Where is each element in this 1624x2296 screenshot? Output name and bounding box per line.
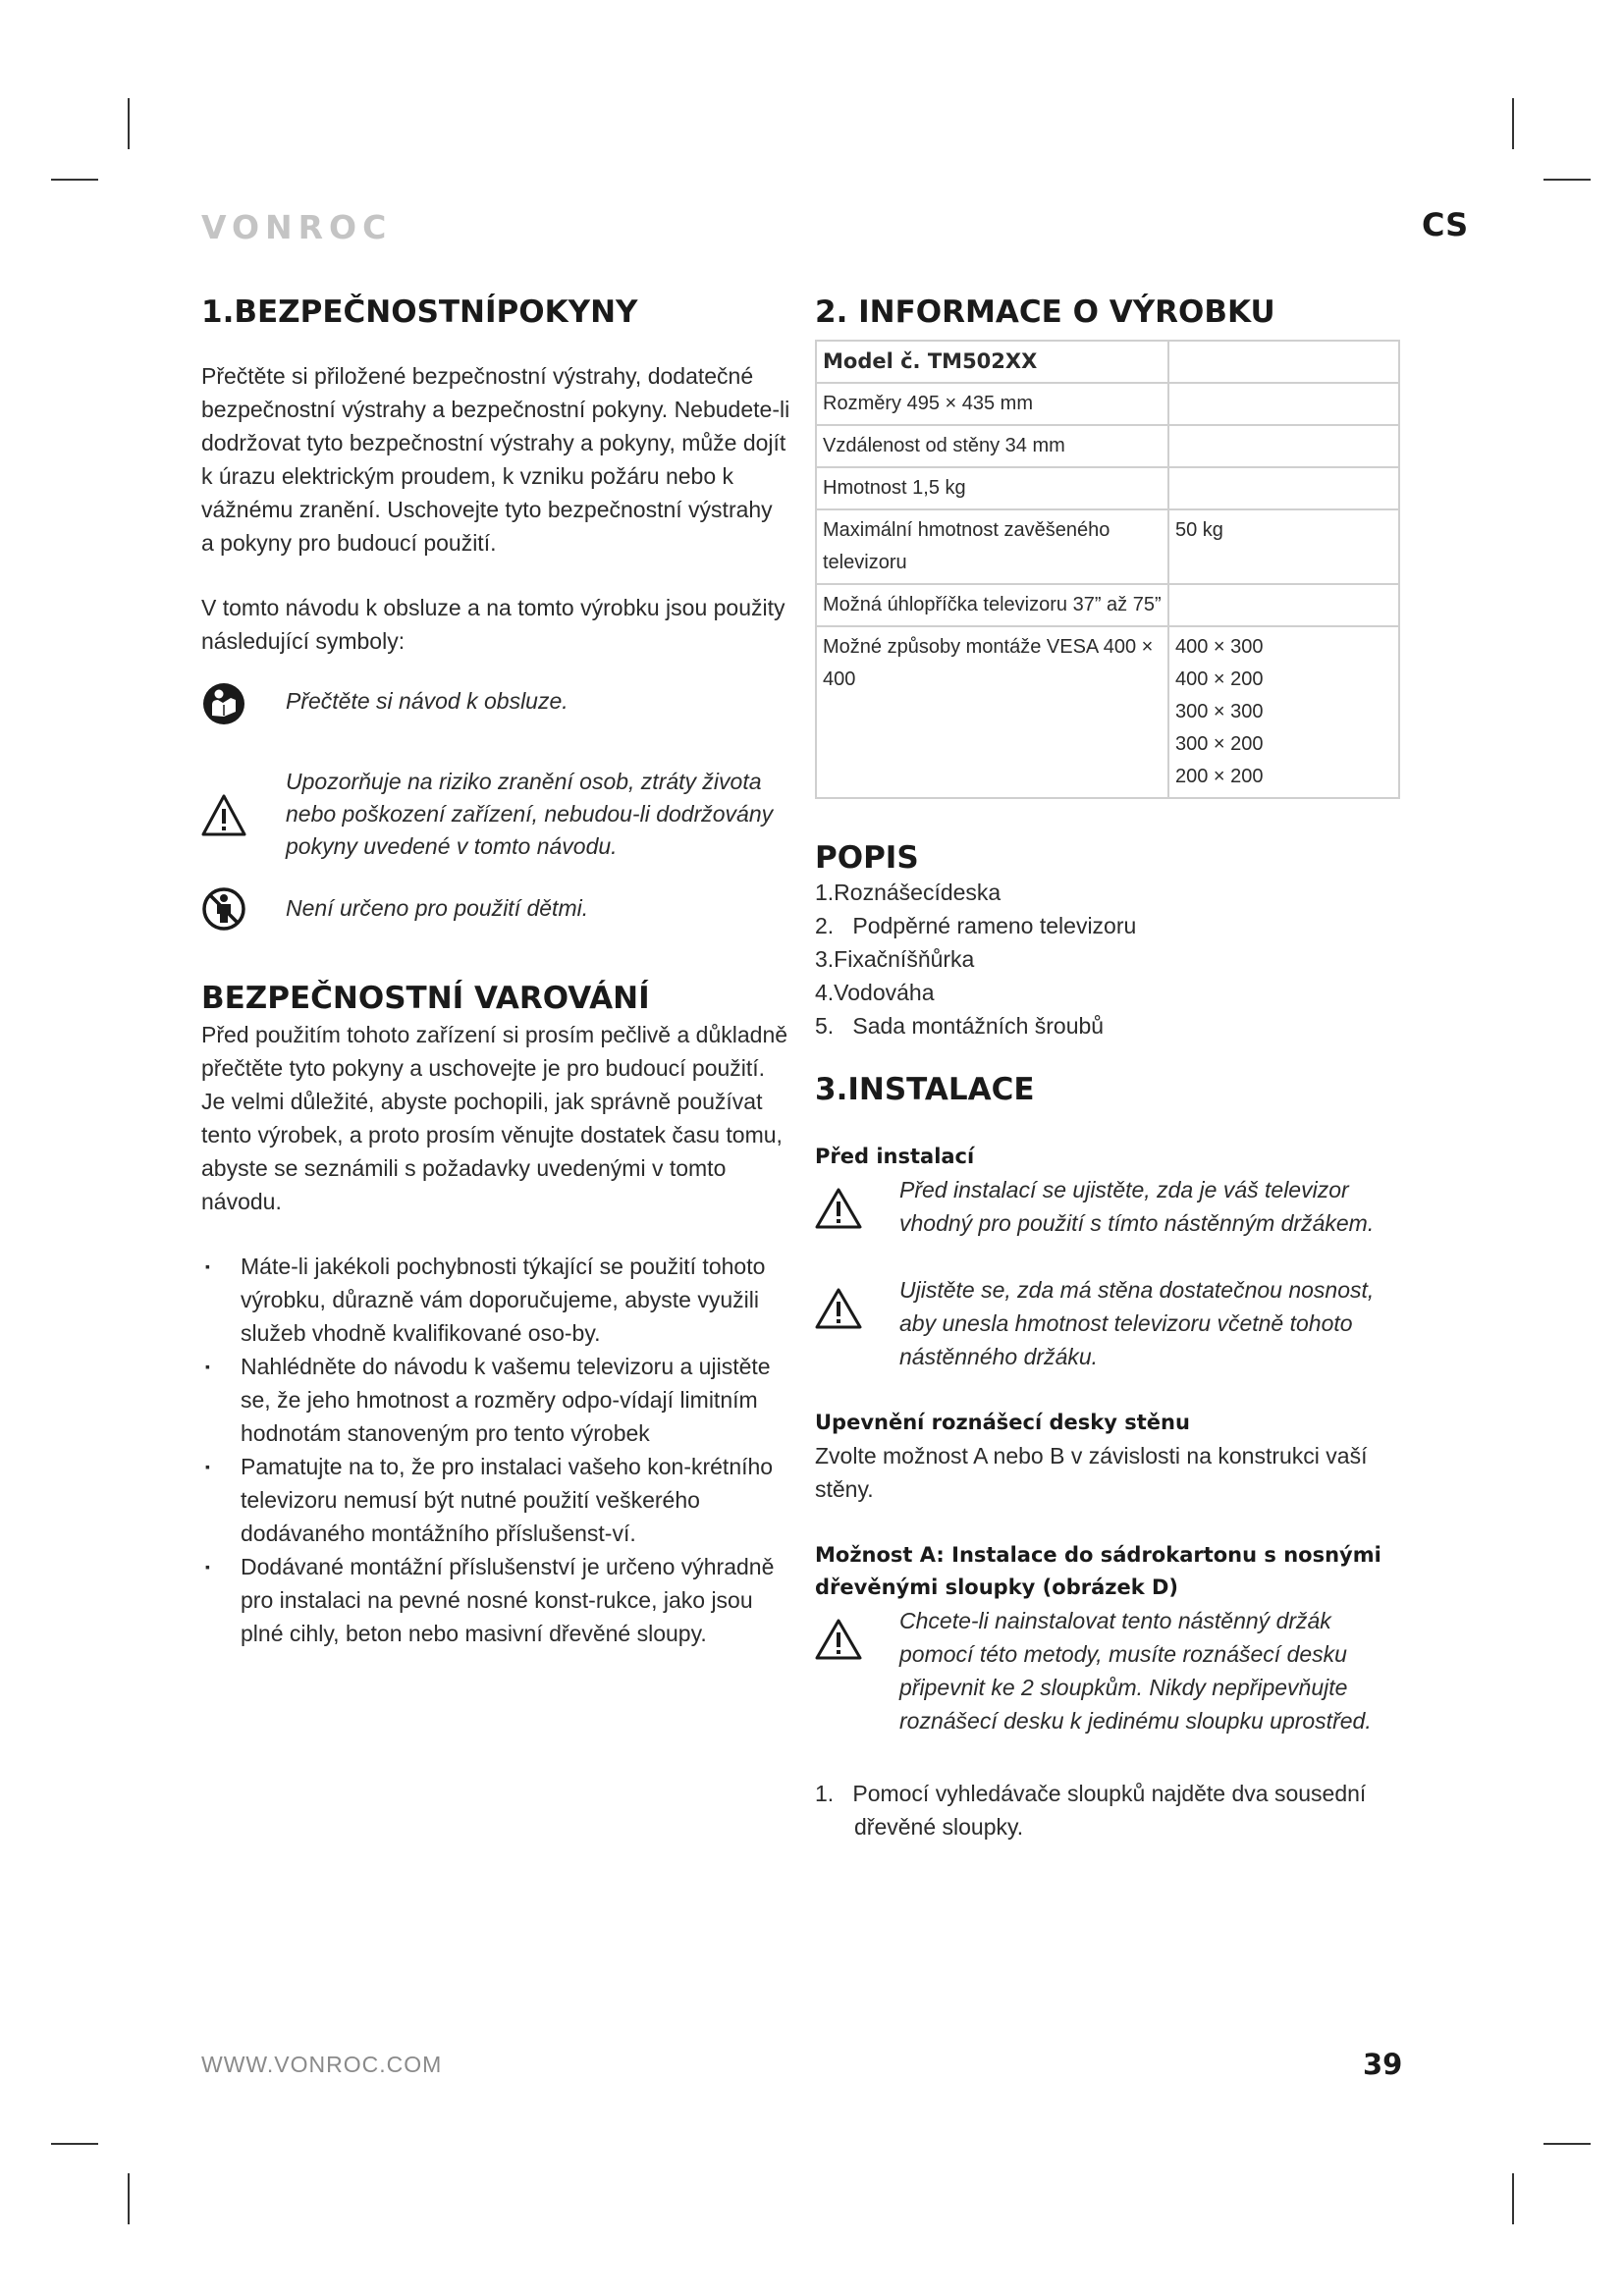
table-cell: 400 × 300 400 × 200 300 × 300 300 × 200 200 × 200 xyxy=(1168,626,1399,798)
fix-plate-text: Zvolte možnost A nebo B v závislosti na konstrukci vaší stěny. xyxy=(815,1443,1368,1502)
crop-mark xyxy=(128,2173,130,2224)
table-cell: Model č. TM502XX xyxy=(816,341,1168,383)
warnings-list xyxy=(201,1250,790,1650)
list-item: 2. Podpěrné rameno televizoru xyxy=(815,913,1137,938)
symbols-intro: V tomto návodu k obsluze a na tomto výrobku jsou použity následující symboly: xyxy=(201,595,785,654)
list-item: ▪ Pamatujte na to, že pro instalaci vašeho kon-krétního televizoru nemusí být nutné použití veškerého dodávaného montážního příslušenst-ví. xyxy=(201,1450,790,1550)
warning-block xyxy=(815,1173,1404,1240)
table-row xyxy=(816,383,1399,425)
list-item: ▪ Dodávané montážní příslušenství je určeno výhradně pro instalaci na pevné nosné konst-rukce, jako jsou plné cihly, beton nebo masivní dřevěné sloupy. xyxy=(201,1550,790,1650)
section-3-title: 3.INSTALACE xyxy=(815,1072,1035,1107)
list-item: 1.Roznášecídeska xyxy=(815,880,1001,905)
crop-mark xyxy=(1543,179,1591,181)
section-2-title: 2. INFORMACE O VÝROBKU xyxy=(815,294,1275,330)
warning-text: Před instalací se ujistěte, zda je váš televizor vhodný pro použití s tímto nástěnným držákem. xyxy=(899,1177,1375,1236)
warning-text: Chcete-li nainstalovat tento nástěnný držák pomocí této metody, musíte roznášecí desku připevnit ke 2 sloupkům. Nikdy nepřipevňujte roznášecí desku k jedinému sloupku uprostřed. xyxy=(899,1608,1372,1734)
list-item: 3.Fixačníšňůrka xyxy=(815,946,975,972)
table-cell: Vzdálenost od stěny 34 mm xyxy=(816,425,1168,467)
table-cell xyxy=(1168,467,1399,509)
table-row xyxy=(816,467,1399,509)
spec-table xyxy=(815,340,1400,799)
table-cell xyxy=(1168,584,1399,626)
symbol-text: Není určeno pro použití dětmi. xyxy=(286,895,589,921)
table-cell xyxy=(1168,383,1399,425)
table-row xyxy=(816,626,1399,798)
list-item: 1. Pomocí vyhledávače sloupků najděte dva sousední dřevěné sloupky. xyxy=(815,1781,1373,1840)
table-cell xyxy=(1168,425,1399,467)
table-row xyxy=(816,425,1399,467)
symbol-text: Upozorňuje na riziko zranění osob, ztráty života nebo poškození zařízení, nebudou-li dodržovány pokyny uvedené v tomto návodu. xyxy=(286,769,774,859)
fix-plate-title: Upevnění roznášecí desky stěnu xyxy=(815,1411,1190,1434)
table-cell: Rozměry 495 × 435 mm xyxy=(816,383,1168,425)
right-column xyxy=(815,285,1404,1843)
warning-triangle-icon xyxy=(815,1187,862,1230)
option-a-title: Možnost A: Instalace do sádrokartonu s nosnými dřevěnými sloupky (obrázek D) xyxy=(815,1543,1381,1599)
no-children-icon xyxy=(201,886,246,932)
before-install-title: Před instalací xyxy=(815,1145,975,1168)
language-code: CS xyxy=(1422,206,1469,243)
table-cell: 50 kg xyxy=(1168,509,1399,584)
popis-title: POPIS xyxy=(815,840,919,876)
crop-mark xyxy=(1512,2173,1514,2224)
table-cell: Možné způsoby montáže VESA 400 × 400 xyxy=(816,626,1168,798)
list-item: 5. Sada montážních šroubů xyxy=(815,1013,1105,1039)
crop-mark xyxy=(1512,98,1514,149)
warning-triangle-icon xyxy=(815,1618,862,1661)
table-cell: Maximální hmotnost zavěšeného televizoru xyxy=(816,509,1168,584)
table-cell: Možná úhlopříčka televizoru 37” až 75” xyxy=(816,584,1168,626)
table-row xyxy=(816,584,1399,626)
warning-triangle-icon xyxy=(815,1287,862,1330)
warning-triangle-icon xyxy=(201,793,246,838)
read-manual-icon xyxy=(201,681,246,726)
symbol-row xyxy=(201,681,790,726)
left-column xyxy=(201,285,790,1650)
table-cell xyxy=(1168,341,1399,383)
warning-block xyxy=(815,1273,1404,1373)
table-cell: Hmotnost 1,5 kg xyxy=(816,467,1168,509)
list-item: 4.Vodováha xyxy=(815,980,935,1005)
crop-mark xyxy=(1543,2143,1591,2145)
footer-url: WWW.VONROC.COM xyxy=(201,2052,443,2077)
list-item: ▪ Máte-li jakékoli pochybnosti týkající se použití tohoto výrobku, důrazně vám doporučujeme, abyste využili služeb vhodně kvalifikované oso-by. xyxy=(201,1250,790,1350)
crop-mark xyxy=(128,98,130,149)
warning-block xyxy=(815,1604,1404,1737)
table-row xyxy=(816,341,1399,383)
symbol-row xyxy=(201,886,790,932)
warnings-intro: Před použitím tohoto zařízení si prosím pečlivě a důkladně přečtěte tyto pokyny a uschovejte je pro budoucí použití. Je velmi důležité, abyste pochopili, jak správně používat tento výrobek, a proto prosím věnujte dostatek času tomu, abyste se seznámili s požadavky uvedenými v tomto návodu. xyxy=(201,1022,788,1214)
page-number: 39 xyxy=(1363,2048,1403,2081)
symbol-text: Přečtěte si návod k obsluze. xyxy=(286,688,568,714)
crop-mark xyxy=(51,179,98,181)
table-row xyxy=(816,509,1399,584)
section-1-title: 1.BEZPEČNOSTNÍPOKYNY xyxy=(201,294,638,330)
safety-warnings-title: BEZPEČNOSTNÍ VAROVÁNÍ xyxy=(201,981,650,1016)
brand-logo: VONROC xyxy=(201,208,393,246)
symbol-row xyxy=(201,766,790,863)
list-item: ▪ Nahlédněte do návodu k vašemu televizoru a ujistěte se, že jeho hmotnost a rozměry odpo-vídají limitním hodnotám stanoveným pro tento výrobek xyxy=(201,1350,790,1450)
crop-mark xyxy=(51,2143,98,2145)
parts-list xyxy=(815,876,1404,1042)
warning-text: Ujistěte se, zda má stěna dostatečnou nosnost, aby unesla hmotnost televizoru včetně tohoto nástěnného držáku. xyxy=(899,1277,1375,1369)
safety-intro: Přečtěte si přiložené bezpečnostní výstrahy, dodatečné bezpečnostní výstrahy a bezpečnostní pokyny. Nebudete-li dodržovat tyto bezpečnostní výstrahy a pokyny, může dojít k úrazu elektrickým proudem, k vzniku požáru nebo k vážnému zranění. Uschovejte tyto bezpečnostní výstrahy a pokyny pro budoucí použití. xyxy=(201,363,790,556)
steps-list xyxy=(815,1777,1404,1843)
